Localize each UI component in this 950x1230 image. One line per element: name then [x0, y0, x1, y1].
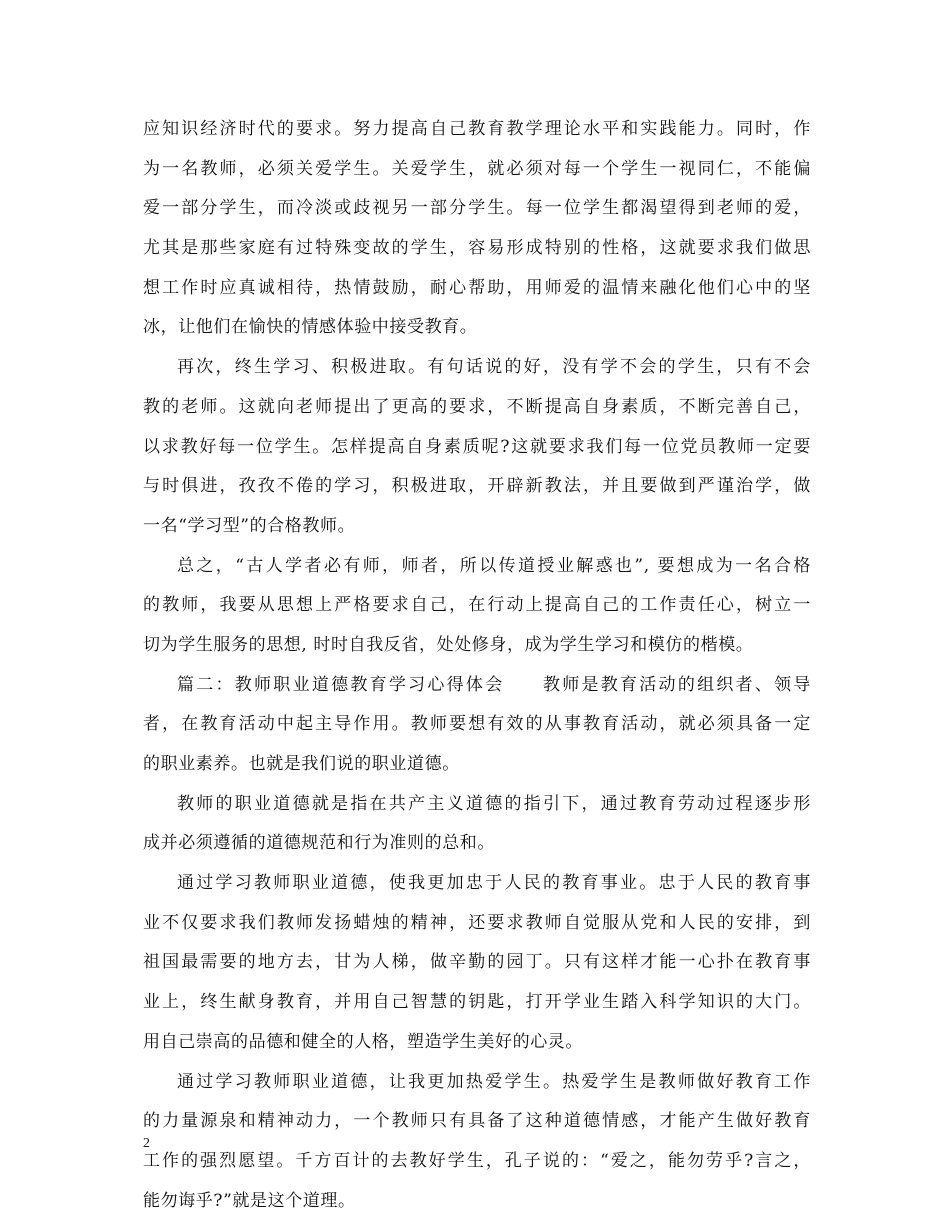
- text-line: 的力量源泉和精神动力，一个教师只有具备了这种道德情感，才能产生做好教育: [143, 1111, 811, 1132]
- text-line: 总之，“古人学者必有师，师者，所以传道授业解惑也”, 要想成为一名合格: [177, 555, 811, 576]
- text-line: 篇二：教师职业道德教育学习心得体会 教师是教育活动的组织者、领导: [177, 674, 811, 695]
- text-line: 以求教好每一位学生。怎样提高自身素质呢?这就要求我们每一位党员教师一定要: [143, 436, 811, 457]
- text-line: 尤其是那些家庭有过特殊变故的学生，容易形成特别的性格，这就要求我们做思: [143, 238, 811, 259]
- text-line: 能勿诲乎?”就是这个道理。: [143, 1190, 356, 1211]
- body-text: [143, 110, 811, 1221]
- text-line: 成并必须遵循的道德规范和行为准则的总和。: [143, 833, 495, 854]
- text-line: 业不仅要求我们教师发扬蜡烛的精神，还要求教师自觉服从党和人民的安排，到: [143, 912, 811, 933]
- text-line: 一名“学习型”的合格教师。: [143, 515, 356, 536]
- text-line: 爱一部分学生，而冷淡或歧视另一部分学生。每一位学生都渴望得到老师的爱，: [143, 198, 811, 219]
- text-line: 应知识经济时代的要求。努力提高自己教育教学理论水平和实践能力。同时，作: [143, 119, 811, 139]
- text-line: 者，在教育活动中起主导作用。教师要想有效的从事教育活动，就必须具备一定: [143, 714, 811, 735]
- text-line: 再次，终生学习、积极进取。有句话说的好，没有学不会的学生，只有不会: [177, 357, 811, 378]
- text-line: 的职业素养。也就是我们说的职业道德。: [143, 754, 460, 774]
- text-line: 工作的强烈愿望。千方百计的去教好学生，孔子说的：“爱之，能勿劳乎?言之，: [143, 1150, 811, 1171]
- text-line: 的教师，我要从思想上严格要求自己，在行动上提高自己的工作责任心，树立一: [143, 595, 811, 616]
- page-number: 2: [143, 1136, 150, 1151]
- text-line: 想工作时应真诚相待，热情鼓励，耐心帮助，用师爱的温情来融化他们心中的坚: [143, 277, 811, 298]
- text-line: 教的老师。这就向老师提出了更高的要求，不断提高自身素质，不断完善自己，: [143, 396, 811, 417]
- text-line: 教师的职业道德就是指在共产主义道德的指引下，通过教育劳动过程逐步形: [177, 793, 811, 814]
- text-line: 业上，终生献身教育，并用自己智慧的钥匙，打开学业生踏入科学知识的大门。: [143, 992, 811, 1013]
- text-line: 祖国最需要的地方去，甘为人梯，做辛勤的园丁。只有这样才能一心扑在教育事: [143, 952, 811, 973]
- text-line: 冰，让他们在愉快的情感体验中接受教育。: [143, 317, 478, 338]
- text-line: 用自己崇高的品德和健全的人格，塑造学生美好的心灵。: [143, 1031, 583, 1052]
- text-line: 通过学习教师职业道德，让我更加热爱学生。热爱学生是教师做好教育工作: [177, 1071, 811, 1092]
- text-line: 与时俱进，孜孜不倦的学习，积极进取，开辟新教法，并且要做到严谨治学，做: [143, 476, 811, 497]
- text-line: 为一名教师，必须关爱学生。关爱学生，就必须对每一个学生一视同仁，不能偏: [143, 158, 811, 179]
- text-line: 切为学生服务的思想, 时时自我反省，处处修身，成为学生学习和模仿的楷模。: [143, 634, 754, 655]
- text-line: 通过学习教师职业道德，使我更加忠于人民的教育事业。忠于人民的教育事: [177, 873, 811, 894]
